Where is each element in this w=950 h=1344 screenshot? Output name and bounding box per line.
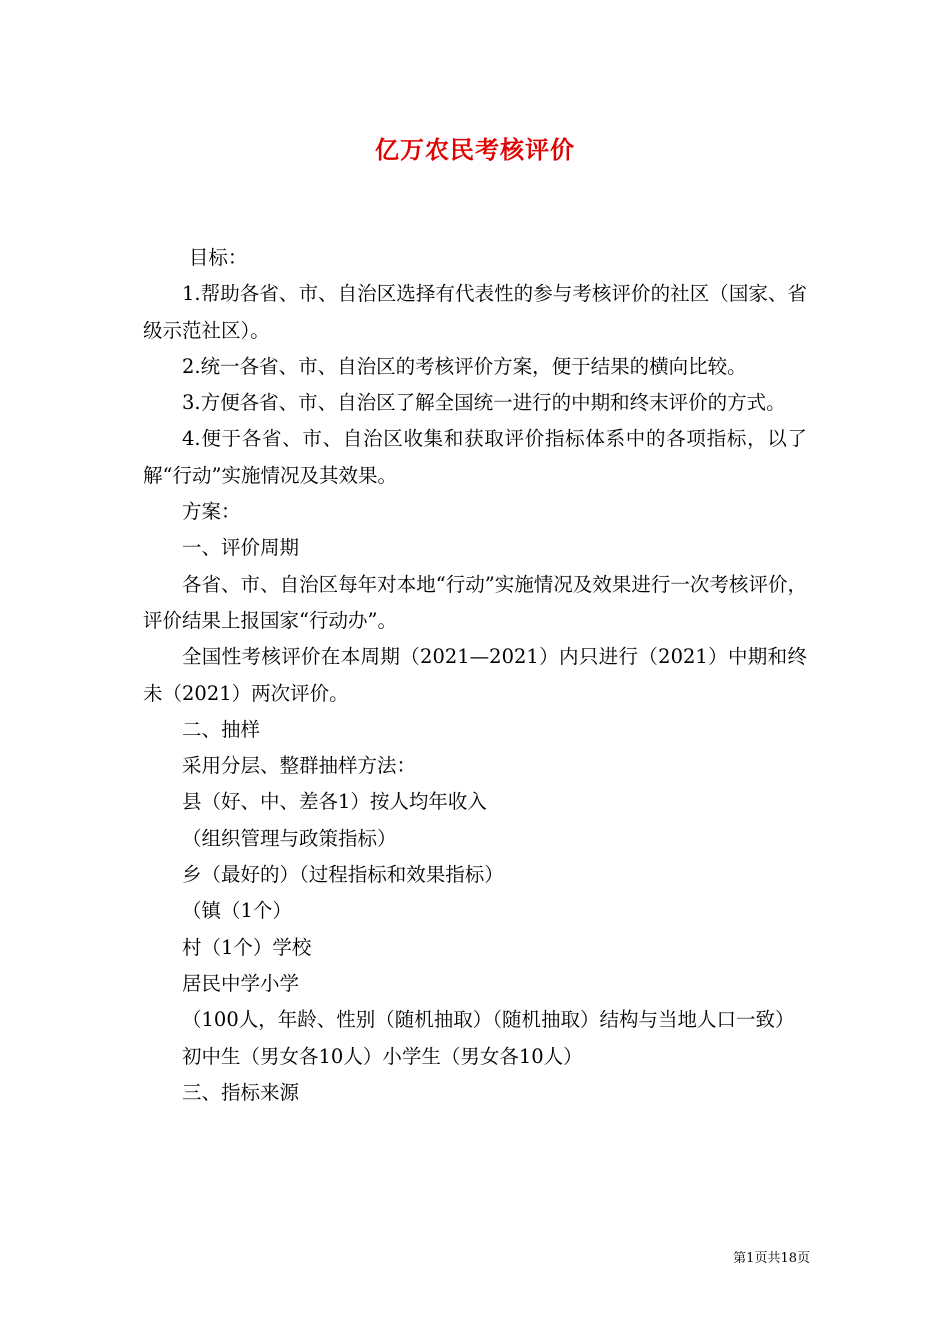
paragraph-section-1-text-2: 全国性考核评价在本周期（2021—2021）内只进行（2021）中期和终未（2021）两次评价。 bbox=[143, 645, 807, 705]
paragraph-county: 县（好、中、差各1）按人均年收入 bbox=[182, 790, 487, 814]
document-title: 亿万农民考核评价 bbox=[375, 135, 575, 164]
paragraph-sampling-method: 采用分层、整群抽样方法： bbox=[182, 754, 417, 778]
paragraph-goal-heading: 目标： bbox=[188, 246, 248, 269]
paragraph-goal-3: 3.方便各省、市、自治区了解全国统一进行的中期和终末评价的方式。 bbox=[182, 391, 786, 415]
document-body bbox=[143, 240, 807, 1111]
paragraph-plan-heading: 方案： bbox=[182, 500, 241, 524]
paragraph-section-2-heading: 二、抽样 bbox=[182, 717, 261, 741]
paragraph-section-1-text-1: 各省、市、自治区每年对本地“行动”实施情况及效果进行一次考核评价，评价结果上报国家“行动办”。 bbox=[143, 572, 807, 632]
paragraph-resident-sample: （100人，年龄、性别（随机抽取）（随机抽取）结构与当地人口一致） bbox=[182, 1008, 795, 1032]
paragraph-village-school: 村（1个）学校 bbox=[182, 935, 312, 959]
paragraph-goal-2: 2.统一各省、市、自治区的考核评价方案，便于结果的横向比较。 bbox=[182, 354, 747, 378]
paragraph-township: 乡（最好的）（过程指标和效果指标） bbox=[182, 863, 504, 887]
paragraph-student-sample: 初中生（男女各10人）小学生（男女各10人） bbox=[182, 1044, 583, 1068]
paragraph-residents-schools: 居民中学小学 bbox=[182, 971, 300, 995]
paragraph-county-indicators: （组织管理与政策指标） bbox=[182, 826, 397, 850]
paragraph-section-1-heading: 一、评价周期 bbox=[182, 536, 300, 560]
paragraph-section-3-heading: 三、指标来源 bbox=[182, 1080, 300, 1104]
paragraph-goal-4: 4.便于各省、市、自治区收集和获取评价指标体系中的各项指标，以了解“行动”实施情况及其效果。 bbox=[143, 427, 807, 487]
paragraph-town: （镇（1个） bbox=[182, 899, 292, 923]
paragraph-goal-1: 1.帮助各省、市、自治区选择有代表性的参与考核评价的社区（国家、省级示范社区）。 bbox=[143, 282, 807, 342]
page-number-footer: 第1页共18页 bbox=[733, 1251, 810, 1266]
